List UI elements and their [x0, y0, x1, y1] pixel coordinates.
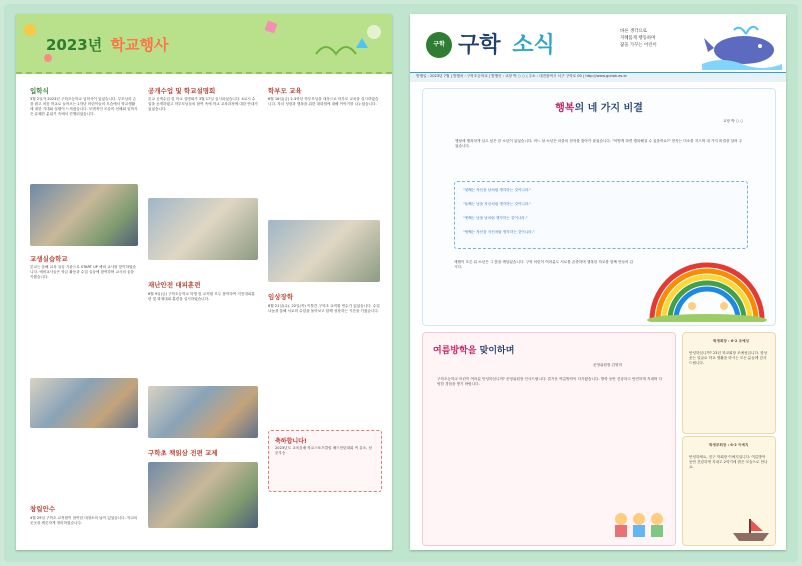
- quote-line-1: "첫째는 자신을 남처럼 생각하는 것이니라.": [463, 188, 532, 192]
- column-3: [268, 86, 380, 546]
- photo-evacuation: [148, 386, 258, 438]
- school-logo: 구학: [426, 32, 452, 58]
- heading-book-event: 구학초 책읽삼 전편 교제: [148, 449, 218, 457]
- column-1: [30, 86, 138, 546]
- photo-parent-edu: [268, 220, 380, 282]
- photo-book-event: [148, 462, 258, 528]
- photo-practice: [30, 378, 138, 428]
- message-president: [682, 332, 776, 434]
- boat-illustration: [731, 517, 771, 543]
- title-part-a: 구학: [458, 33, 501, 58]
- vice-president-body: 안녕하세요, 친구 학회장 이예지입니다. 여름방학 동안 건강하게 지내고 2학기에 밝은 모습으로 만나요.: [689, 455, 768, 470]
- summer-title-a: 여름방학을: [433, 346, 477, 356]
- slogan-line-1: 바른 생각으로: [620, 29, 647, 34]
- heading-clinical: 임상장학: [268, 293, 294, 301]
- congrats-title: 축하합니다!: [275, 438, 307, 445]
- summer-byline: 운영위원장 김영미: [593, 363, 622, 367]
- quote-line-2: "둘째는 남을 자신처럼 생각하는 것이니라.": [463, 202, 532, 206]
- heading-founding: 창립안수: [30, 505, 56, 513]
- heading-parent-edu: 학부모 교육: [268, 87, 302, 95]
- text-entrance: 3월 2일자 2023년 구학초등학교 입학식이 있었습니다. 부모님의 손을 잡고 처음 학교로 들어오는 1학년 어린이들의 모습에서 학교생활에 대한 기대와 설렘이 느껴졌습니다. 모범적인 모습의 선배와 입학식은 유쾌한 분위기 속에서 진행되었습니다.: [30, 97, 138, 117]
- congrats-body: 2023년도 교육감배 학교스포츠클럽 배드민턴대회 여 유소, 남 준우승: [275, 446, 372, 456]
- article-title-main: 의 네 가지 비결: [574, 103, 643, 114]
- vice-president-title: 학생부회장 : 6-2 이예지: [709, 443, 749, 447]
- children-illustration: [609, 509, 669, 539]
- rainbow-illustration: [642, 250, 772, 322]
- heading-open-class: 공개수업 및 학교설명회: [148, 87, 216, 95]
- heading-practice: 교생실습학교: [30, 255, 68, 263]
- quote-box: [454, 181, 748, 249]
- summer-title-b: 맞이하며: [479, 346, 515, 356]
- summer-body: 구학초등학교 어린이 여러분 안녕하십니까? 운영위원장 인사드립니다. 즐거운 여름방학이 다가왔습니다. 방학 동안 건강하고 안전하게 지내며 다양한 경험을 쌓기 바랍니다.: [437, 377, 663, 387]
- congrats-note: [268, 430, 382, 492]
- info-bar: [410, 72, 786, 82]
- title-banner: [16, 14, 392, 74]
- photo-entrance: [30, 184, 138, 246]
- summer-article: [422, 332, 676, 546]
- article-intro: 옛날에 행복하게 살고 싶은 한 소년이 있었습니다. 어느 날 소년은 마을의 현자를 찾아가 물었습니다. "어떻게 하면 행복해질 수 있을까요?" 현자는 미소를 지으며 네 가지 비결을 알려 주었습니다.: [455, 139, 743, 149]
- masthead: [410, 14, 786, 72]
- article-closing: 세월이 흐른 뒤 소년은 그 뜻을 깨달았습니다. 구학 어린이 여러분도 서로를 존중하며 행복한 학교를 함께 만들어 갑시다.: [454, 260, 634, 270]
- heading-entrance: 입학식: [30, 87, 49, 95]
- president-title: 학생회장 : 6-2 조예성: [713, 339, 749, 343]
- right-page: [410, 14, 786, 550]
- text-practice: 본교는 올해 교육 실습 기관으로 START UP 예비 교사를 맞이하였습니다. 예비교사들은 학급 활동과 수업 실습에 참여하며 교사의 꿈을 키웠습니다.: [30, 265, 137, 280]
- quote-line-4: "넷째는 자신을 자신처럼 생각하는 것이니라.": [463, 230, 535, 234]
- text-open-class: 본교 공개수업 및 학교 설명회가 3월 17일 실시되었습니다. 4교시 수업을 공개하였고 학부모님들의 참여 속에 학교 교육과정에 대한 안내가 있었습니다.: [148, 97, 258, 112]
- title-year: 2023년: [46, 36, 103, 54]
- article-byline: 교장 박 ○ ○: [723, 119, 744, 123]
- article-title: [423, 99, 775, 114]
- slogan-line-3: 꿈을 가꾸는 어린이: [620, 43, 657, 48]
- slogan-line-2: 지혜롭게 행동하며: [620, 36, 656, 41]
- text-founding: 4월 29일 구학초 교직원이 참여한 대청소의 날이 있었습니다. 학교의 곳곳을 깨끗하게 정리하였습니다.: [30, 516, 138, 526]
- whale-icon: [702, 16, 782, 70]
- quote-line-3: "셋째는 남을 남처럼 생각하는 것이니라.": [463, 216, 528, 220]
- column-2: [148, 86, 258, 546]
- article-title-pre: 행복: [555, 103, 575, 114]
- left-page: [16, 14, 392, 550]
- newsletter-title: [458, 28, 555, 59]
- info-bar-text: 발행일 : 2023년 7월 | 발행처 : 구학초등학교 | 발행인 : 교장 박 ○ ○ | 주소 : 대전광역시 서구 구학로 00 | http://www.guhak.es.kr: [416, 74, 628, 78]
- text-clinical: 6월 21일(수), 22일(목) 이틀간 구학초 교직원 연수가 있었습니다. 수업 나눔을 통해 서로의 수업을 돌아보고 함께 성장하는 시간을 가졌습니다.: [268, 304, 380, 314]
- message-vice-president: [682, 436, 776, 546]
- title-part-b: 소식: [512, 33, 555, 58]
- president-body: 안녕하십니까? 23년 학교회장 조예성입니다. 항상 웃는 얼굴로 학교 생활을 하시는 모든 분들께 감사드립니다.: [689, 351, 768, 366]
- summer-title: [433, 343, 514, 356]
- text-evacuation: 6월 9일(금) 구학초등학교 학생 및 교직원 모두 참여하여 지진대피훈련 및 화재대피 훈련을 실시하였습니다.: [148, 292, 255, 302]
- school-slogan: [620, 28, 696, 49]
- heading-evacuation: 재난안전 대피훈련: [148, 281, 201, 289]
- photo-open-class: [148, 198, 258, 260]
- title-main: 학교행사: [110, 36, 169, 54]
- text-parent-edu: 6월 16일(금) 2-3학년 학부모님을 대상으로 학부모 교육을 실시하였습니다. 자녀 성장과 행복을 위한 대화법에 대해 이야기를 나누었습니다.: [268, 97, 379, 107]
